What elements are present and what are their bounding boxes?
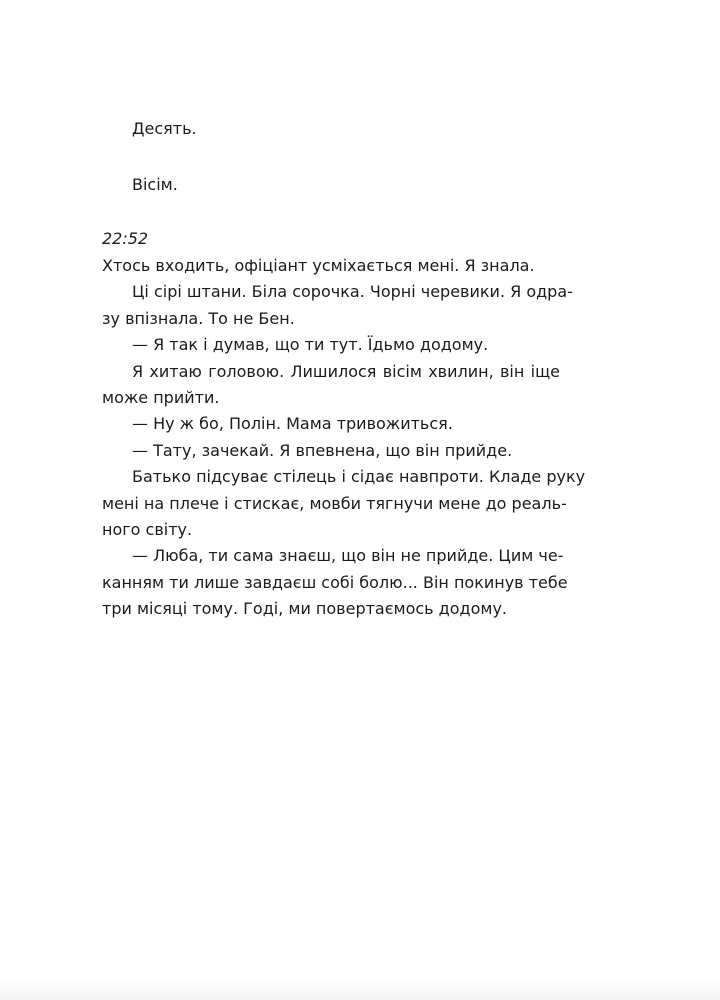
paragraph-line: Хтось входить, офіціант усміхається мені. Я знала. [102, 256, 535, 275]
paragraph-line: — Я так і думав, що ти тут. Їдьмо додому. [132, 335, 489, 355]
paragraph-line: Батько підсуває стілець і сідає навпроти. Кладе руку [132, 467, 586, 487]
paragraph-line: може прийти. [102, 387, 220, 407]
paragraph-line: ного світу. [102, 519, 193, 539]
paragraph-line: три місяці тому. Годі, ми повертаємось додому. [102, 599, 508, 619]
text-line-ten: Десять. [132, 119, 197, 138]
text-line-eight: Вісім. [132, 175, 178, 194]
paragraph-line: — Тату, зачекай. Я впевнена, що він прийде. [132, 440, 513, 460]
time-heading: 22:52 [102, 229, 149, 248]
paragraph-line: зу впізнала. То не Бен. [102, 308, 295, 328]
paragraph-line: Ці сірі штани. Біла сорочка. Чорні черевики. Я одра- [132, 282, 573, 302]
paragraph-line: Я хитаю головою. Лишилося вісім хвилин, він іще [132, 361, 560, 381]
paragraph-line: — Люба, ти сама знаєш, що він не прийде. Цим че- [132, 546, 564, 566]
body-text [102, 253, 586, 622]
paragraph-line: мені на плече і стискає, мовби тягнучи мене до реаль- [102, 493, 567, 513]
paragraph-line: — Ну ж бо, Полін. Мама тривожиться. [132, 414, 453, 434]
page-bottom-shade [0, 978, 720, 1000]
paragraph-line: канням ти лише завдаєш собі болю... Він покинув тебе [102, 572, 568, 592]
